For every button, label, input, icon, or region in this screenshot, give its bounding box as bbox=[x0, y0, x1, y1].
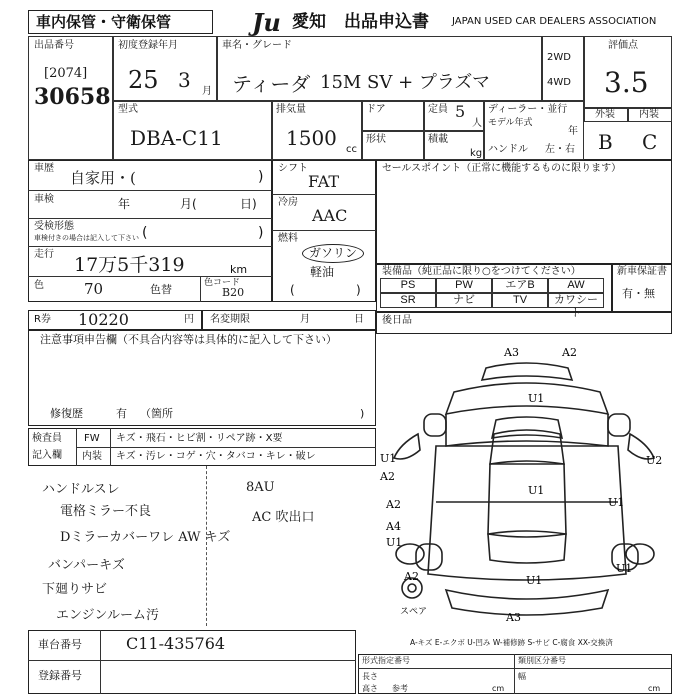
mark-a3-top: A3 bbox=[504, 346, 519, 359]
mark-u1-trunk: U1 bbox=[526, 574, 543, 587]
association-name: JAPAN USED CAR DEALERS ASSOCIATION bbox=[452, 16, 657, 27]
inspector-row2-items: キズ・汚レ・コゲ・穴・タバコ・キレ・破レ bbox=[116, 451, 316, 462]
receipt-paren: ( bbox=[142, 225, 148, 241]
interior-label: 内装 bbox=[639, 109, 659, 120]
recycle-label: R券 bbox=[34, 314, 51, 325]
cert-width-label: 幅 bbox=[518, 672, 526, 681]
fuel-paren-open: ( bbox=[290, 283, 295, 297]
repair-value: 有 bbox=[116, 407, 127, 420]
selling-points-label: セールスポイント（正常に機能するものに限ります） bbox=[382, 163, 622, 174]
inspection-month: 月( bbox=[180, 197, 197, 211]
cert-length-label: 長さ bbox=[362, 672, 378, 681]
cert-cm-1: cm bbox=[492, 684, 505, 693]
ac-label: 冷房 bbox=[278, 197, 298, 208]
color-value: 70 bbox=[84, 280, 104, 298]
capacity-unit: 人 bbox=[472, 118, 482, 129]
name-change-label: 名変期限 bbox=[210, 314, 250, 325]
recycle-value: 10220 bbox=[78, 310, 129, 329]
chassis-label: 車台番号 bbox=[38, 638, 82, 651]
interior-grade: C bbox=[642, 130, 658, 154]
registration-month: 3 bbox=[178, 68, 191, 92]
logo-mark: Ju bbox=[252, 8, 281, 37]
form-title: 出品申込書 bbox=[344, 12, 429, 32]
load-label: 積載 bbox=[428, 134, 448, 145]
repair-location-label: （箇所 bbox=[140, 407, 173, 420]
model-year-label: モデル年式 bbox=[488, 118, 533, 128]
type-label: 型式 bbox=[118, 104, 138, 115]
mileage-label: 走行 bbox=[34, 249, 54, 260]
equipment-label: 装備品（純正品に限り○をつけてください） bbox=[382, 266, 581, 277]
mark-u1-center: U1 bbox=[528, 484, 545, 497]
receipt-close: ) bbox=[258, 225, 264, 241]
chassis-value: C11-435764 bbox=[126, 634, 226, 653]
score-label: 評価点 bbox=[608, 40, 638, 51]
handle-options: 左・右 bbox=[545, 144, 575, 155]
selling-points-block bbox=[376, 160, 672, 264]
handle-label: ハンドル bbox=[488, 144, 528, 155]
mark-a3-bottom: A3 bbox=[506, 611, 521, 624]
inspection-day: 日) bbox=[240, 197, 257, 211]
ac-value: AAC bbox=[312, 206, 348, 225]
registration-label: 初度登録年月 bbox=[118, 40, 178, 51]
mark-u1-rrear: U1 bbox=[616, 562, 633, 575]
model-label: 車名・グレード bbox=[222, 40, 292, 51]
receipt-label: 受検形態 bbox=[34, 221, 74, 232]
shift-label: シフト bbox=[278, 163, 308, 174]
equipment-item: PW bbox=[436, 278, 492, 293]
mark-u1-roof: U1 bbox=[528, 392, 545, 405]
damage-legend: A-キズ E-エクボ U-凹み W-補修跡 S-サビ C-腐食 XX-交換済 bbox=[410, 638, 613, 647]
color-change-label: 色替 bbox=[150, 283, 172, 296]
equipment-item: ナビ bbox=[436, 293, 492, 308]
inspector-row1-head: FW bbox=[84, 433, 100, 444]
color-code-label: 色コード bbox=[204, 278, 241, 288]
remark-7: 8AU bbox=[246, 480, 275, 495]
shape-label: 形状 bbox=[366, 134, 386, 145]
mark-u2-right: U2 bbox=[646, 454, 663, 467]
history-close: ) bbox=[258, 169, 264, 185]
car-damage-diagram bbox=[376, 334, 672, 634]
remark-3: Dミラーカバーワレ AW キズ bbox=[60, 530, 231, 545]
cert-class-label: 類別区分番号 bbox=[518, 656, 566, 665]
capacity-value: 5 bbox=[455, 102, 466, 121]
remark-1: ハンドルスレ bbox=[42, 482, 120, 497]
lot-sub-number: [2074] bbox=[44, 66, 88, 81]
mark-u1-rdoor: U1 bbox=[608, 496, 625, 509]
mark-u1-left: U1 bbox=[380, 452, 397, 465]
doors-label: ドア bbox=[366, 104, 386, 115]
mark-a2-left: A2 bbox=[380, 470, 395, 483]
fuel-diesel: 軽油 bbox=[310, 265, 335, 279]
drive-4wd: 4WD bbox=[547, 77, 571, 88]
lot-number: 30658 bbox=[34, 84, 111, 110]
warranty-options: 有・無 bbox=[622, 287, 655, 300]
displacement-label: 排気量 bbox=[276, 104, 306, 115]
drive-cell bbox=[542, 36, 584, 101]
inspection-year: 年 bbox=[118, 197, 131, 211]
displacement-unit: cc bbox=[346, 144, 357, 155]
fuel-paren-close: ) bbox=[356, 283, 361, 297]
history-value: 自家用・( bbox=[70, 169, 136, 187]
equipment-item: PS bbox=[380, 278, 436, 293]
remark-2: 電格ミラー不良 bbox=[60, 504, 152, 519]
color-label: 色 bbox=[34, 280, 44, 291]
model-name: ティーダ bbox=[232, 72, 311, 96]
remark-8: AC 吹出口 bbox=[252, 510, 315, 525]
mileage-unit: km bbox=[230, 263, 248, 276]
exterior-grade: B bbox=[598, 130, 613, 154]
dealer-label: ディーラー・並行 bbox=[488, 104, 568, 115]
register-label: 登録番号 bbox=[38, 669, 82, 682]
inspection-label: 車検 bbox=[34, 194, 54, 205]
inspector-row2-head: 内装 bbox=[82, 451, 102, 462]
equipment-item: エアB bbox=[492, 278, 548, 293]
remark-4: バンパーキズ bbox=[48, 558, 125, 573]
displacement-value: 1500 bbox=[286, 126, 337, 150]
type-value: DBA-C11 bbox=[130, 126, 223, 150]
repair-label: 修復歴 bbox=[50, 407, 83, 420]
registration-month-unit: 月 bbox=[202, 86, 212, 97]
cert-cm-2: cm bbox=[648, 684, 661, 693]
warranty-label: 新車保証書 bbox=[617, 266, 667, 277]
cert-height-label: 高さ bbox=[362, 684, 378, 693]
mark-a2-top: A2 bbox=[562, 346, 577, 359]
cert-type-label: 形式指定番号 bbox=[362, 656, 410, 665]
fuel-label: 燃料 bbox=[278, 233, 298, 244]
history-label: 車歴 bbox=[34, 163, 54, 174]
notes-label: 注意事項申告欄（不具合内容等は具体的に記入して下さい） bbox=[40, 333, 337, 346]
equipment-item: TV bbox=[492, 293, 548, 308]
model-grade: 15M SV + プラズマ bbox=[320, 72, 491, 93]
load-unit: kg bbox=[470, 148, 483, 159]
remark-6: エンジンルーム汚 bbox=[56, 608, 160, 623]
mark-a4-left: A4 bbox=[386, 520, 401, 533]
capacity-label: 定員 bbox=[428, 104, 448, 115]
repair-close: ) bbox=[360, 407, 365, 420]
inspector-row1-items: キズ・飛石・ヒビ割・リペア跡・X要 bbox=[116, 433, 283, 444]
lot-label: 出品番号 bbox=[34, 40, 74, 51]
inspector-label-1: 検査員 bbox=[32, 433, 62, 444]
mark-u1-lrear: U1 bbox=[386, 536, 403, 549]
rear-day-block bbox=[376, 312, 672, 334]
name-change-month: 月 bbox=[300, 314, 310, 325]
registration-year: 25 bbox=[128, 66, 159, 94]
receipt-note: 車検付きの場合は記入して下さい bbox=[34, 234, 139, 242]
mileage-value: 17万5千319 bbox=[74, 254, 185, 276]
equipment-item: SR bbox=[380, 293, 436, 308]
color-code-value: B20 bbox=[222, 286, 245, 299]
storage-label: 車内保管・守衛保管 bbox=[36, 13, 172, 31]
shift-value: FAT bbox=[308, 172, 340, 191]
equipment-item: AW bbox=[548, 278, 604, 293]
fuel-gas: ガソリン bbox=[302, 244, 364, 263]
exterior-label: 外装 bbox=[595, 109, 615, 120]
drive-2wd: 2WD bbox=[547, 52, 571, 63]
org-name: 愛知 bbox=[292, 12, 326, 32]
spare-label: スペア bbox=[400, 607, 428, 617]
equipment-item: カワシート bbox=[548, 293, 604, 308]
name-change-day: 日 bbox=[354, 314, 364, 325]
remark-5: 下廻りサビ bbox=[42, 582, 108, 597]
score-value: 3.5 bbox=[604, 66, 649, 99]
mark-a2-ldoor: A2 bbox=[386, 498, 401, 511]
model-year-unit: 年 bbox=[568, 126, 578, 137]
rear-day-label: 後日品 bbox=[382, 315, 412, 326]
recycle-yen: 円 bbox=[184, 314, 194, 325]
cert-ref-label: 参考 bbox=[392, 684, 408, 693]
inspector-label-2: 記入欄 bbox=[32, 450, 62, 461]
mark-a2-rear: A2 bbox=[404, 570, 419, 583]
